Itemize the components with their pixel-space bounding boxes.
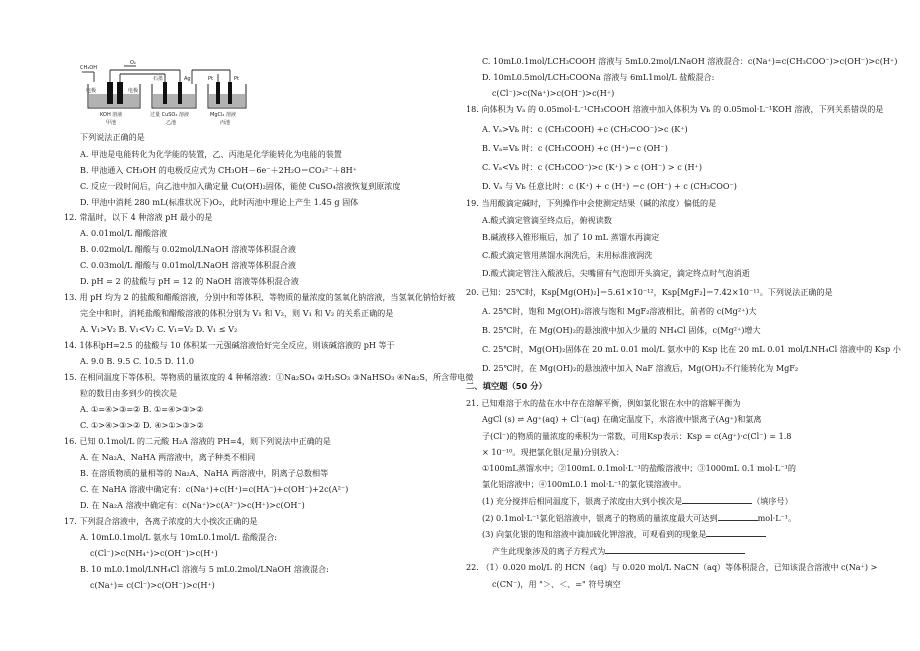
option-text: C. Vₐ<Vь 时：c (CH₃COO⁻)>c (K⁺) > c (OH⁻) > c (H⁺) <box>482 162 702 172</box>
question-text: (3) 向氯化银的饱和溶液中滴加硫化钾溶液，可观看到的现象是 <box>482 528 766 539</box>
option-text: C. ①>④>③>② D. ④>①>③>② <box>80 420 204 430</box>
question-text: 12. 常温时，以下 4 种溶液 pH 最小的是 <box>64 212 213 222</box>
section-title: 二、填空题（50 分） <box>466 381 547 391</box>
equilibrium-text: AgCl (s) ⇌ Ag⁺(aq) + Cl⁻(aq) 在确定温度下，水溶液中银离子(Ag⁺)和氯离 <box>482 414 762 424</box>
question-text: 19. 当用酸滴定碱时，下列操作中会使测定结果（碱的浓度）偏低的是 <box>466 198 717 208</box>
option-text: B.碱液移入锥形瓶后，加了 10 mL 蒸馏水再滴定 <box>482 232 660 242</box>
option-text: B. 10 mL0.1mol/LNH₄Cl 溶液与 5 mL0.2mol/LNaOH 溶液混合: <box>80 564 329 574</box>
question-text: (2) 0.1mol·L⁻¹氯化铝溶液中，银离子的物质的量浓度最大可达到 mol·L⁻¹。 <box>482 513 797 523</box>
option-text: D. pH = 2 的盐酸与 pH = 12 的 NaOH 溶液等体积混合液 <box>80 276 299 286</box>
cell-label: 乙池 <box>166 120 177 126</box>
question-text: 15. 在相同温度下等体积、等物质的量浓度的 4 种稀溶液：①Na₂SO₄ ②H₂SO₃ ③NaHSO₃ ④Na₂S，所含带电微 <box>64 372 474 382</box>
option-text: A. Vₐ>Vь 时：c (CH₃COOH) +c (CH₃COO⁻)>c (K⁺) <box>482 124 688 134</box>
option-text: C. 0.03mol/L 醋酸与 0.01mol/LNaOH 溶液等体积混合液 <box>80 260 296 270</box>
option-text: B. 甲池通入 CH₃OH 的电极反应式为 CH₃OH－6e⁻＋2H₂O＝CO₃²⁻＋8H⁺ <box>80 165 357 175</box>
option-text: B. 0.02mol/L 醋酸与 0.02mol/LNaOH 溶液等体积混合液 <box>80 244 296 254</box>
question-text: (1) 充分搅拌后相同温度下，银离子浓度由大到小挨次是 （填序号） <box>482 496 793 506</box>
question-text: × 10⁻¹⁰。现把氯化银(足量)分别放入： <box>482 447 624 457</box>
question-text: 18. 向体积为 Vₐ 的 0.05mol·L⁻¹CH₃COOH 溶液中加入体积为 Vь 的 0.05mol·L⁻¹KOH 溶液，下列关系错误的是 <box>466 104 884 114</box>
option-text: C. 在 NaHA 溶液中确定有：c(Na⁺)+c(H⁺)=c(HA⁻)+c(OH⁻)+2c(A²⁻) <box>80 484 349 494</box>
question-text: 17. 下列混合溶液中，各离子浓度的大小挨次正确的是 <box>64 516 258 526</box>
cell-label: 丙池 <box>220 120 231 126</box>
option-text: A.酸式滴定管滴至终点后，俯视读数 <box>482 215 612 225</box>
electrode-label: 电极 <box>86 88 97 94</box>
question-text: 20. 已知：25℃时，Ksp[Mg(OH)₂]＝5.61×10⁻¹²，Ksp[MgF₂]＝7.42×10⁻¹¹。下列说法正确的是 <box>466 287 833 297</box>
option-text: A. 9.0 B. 9.5 C. 10.5 D. 11.0 <box>80 356 194 366</box>
question-text: 完全中和时，消耗盐酸和醋酸溶液的体积分别为 V₁ 和 V₂，则 V₁ 和 V₂ 的关系正确的是 <box>80 308 394 318</box>
option-text: C. 反应一段时间后，向乙池中加入确定量 Cu(OH)₂固体，能使 CuSO₄溶液恢复到原浓度 <box>80 181 401 191</box>
option-text: A. ①=④>③=② B. ①=④>③>② <box>80 404 204 414</box>
question-text: ①100mL蒸馏水中；②100mL 0.1mol·L⁻¹的盐酸溶液中；③1000mL 0.1 mol·L⁻¹的 <box>482 463 796 473</box>
question-text: 16. 已知 0.1mol/L 的二元酸 H₂A 溶液的 PH=4，则下列说法中正确的是 <box>64 436 331 446</box>
graphite-label: 石墨 <box>153 76 164 82</box>
question-text: 产生此现象涉及的离子方程式为 <box>492 545 745 556</box>
option-text: D.酸式滴定管注入酸液后，尖嘴留有气泡即开头滴定，滴定终点时气泡消逝 <box>482 268 750 278</box>
question-text: 下列说法正确的是 <box>80 132 145 142</box>
option-text: c(Na⁺)= c(Cl⁻)>c(OH⁻)>c(H⁺) <box>90 580 215 590</box>
question-text: 13. 用 pH 均为 2 的盐酸和醋酸溶液，分别中和等体积、等物质的量浓度的氢氧化钠溶液，当氢氧化钠恰好被 <box>64 292 456 302</box>
option-text: B. 25℃时，在 Mg(OH)₂的悬浊液中加入少量的 NH₄Cl 固体，c(Mg²⁺)增大 <box>482 325 761 335</box>
electrolysis-apparatus-diagram <box>80 60 250 128</box>
ag-label: Ag <box>184 76 191 82</box>
option-text: A. 10mL0.1mol/L 氨水与 10mL0.1mol/L 盐酸混合: <box>80 532 278 542</box>
feed-label: CH₃OH <box>80 65 97 71</box>
cell-label: 甲池 <box>106 120 117 126</box>
option-text: B. 在溶质物质的量相等的 Na₂A、NaHA 两溶液中，阴离子总数相等 <box>80 468 329 478</box>
option-text: D. 在 Na₂A 溶液中确定有：c(Na⁺)>c(A²⁻)>c(H⁺)>c(OH⁻) <box>80 500 305 510</box>
option-text: D. 25℃时，在 Mg(OH)₂的悬浊液中加入 NaF 溶液后，Mg(OH)₂不行能转化为 MgF₂ <box>482 363 799 373</box>
option-text: c(Cl⁻)>c(NH₄⁺)>c(OH⁻)>c(H⁺) <box>90 548 218 558</box>
bath-label: MgCl₂ 溶液 <box>210 112 236 118</box>
question-text: 子(Cl⁻)的物质的量浓度的乘积为一常数，可用Ksp表示：Ksp = c(Ag⁺)·c(Cl⁻) = 1.8 <box>482 431 792 441</box>
bath-label: KOH 溶液 <box>100 112 123 118</box>
answer-blank[interactable] <box>718 512 758 521</box>
option-text: B. Vₐ=Vь 时：c (CH₃COOH) +c (H⁺)＝c (OH⁻) <box>482 143 668 153</box>
o2-label: O₂ <box>130 60 136 66</box>
option-text: A. 0.01mol/L 醋酸溶液 <box>80 228 168 238</box>
option-text: D. Vₐ 与 Vь 任意比时：c (K⁺) + c (H⁺) ＝c (OH⁻) + c (CH₃COO⁻) <box>482 181 737 191</box>
option-text: D. 10mL0.5mol/LCH₃COONa 溶液与 6mL1mol/L 盐酸混合: <box>482 72 715 82</box>
option-text: A. 在 Na₂A、NaHA 两溶液中，离子种类不相同 <box>80 452 256 462</box>
option-text: C.酸式滴定管用蒸馏水润洗后，未用标准液润洗 <box>482 250 653 260</box>
bath-label: 过量 CuSO₄ 溶液 <box>150 112 189 118</box>
question-text: 粒的数目由多到少的挨次是 <box>80 388 178 398</box>
answer-blank[interactable] <box>605 545 745 554</box>
question-text: 14. 1体积pH=2.5 的盐酸与 10 体积某一元强碱溶液恰好完全反应，则该碱溶液的 pH 等于 <box>64 340 395 350</box>
option-text: A. 甲池是电能转化为化学能的装置，乙、丙池是化学能转化为电能的装置 <box>80 149 342 159</box>
option-text: c(Cl⁻)>c(Na⁺)>c(OH⁻)>c(H⁺) <box>492 88 615 98</box>
question-text: c(CN⁻)，用 "＞、＜、=" 符号填空 <box>492 579 621 589</box>
question-text: 氯化铝溶液中；④100mL0.1 mol·L⁻¹的氯化镁溶液中。 <box>482 479 687 489</box>
answer-blank[interactable] <box>682 495 752 504</box>
option-text: A. 25℃时，饱和 Mg(OH)₂溶液与饱和 MgF₂溶液相比，前者的 c(Mg²⁺)大 <box>482 306 757 316</box>
option-text: C. 10mL0.1mol/LCH₃COOH 溶液与 5mL0.2mol/LNaOH 溶液混合：c(Na⁺)=c(CH₃COO⁻)>c(OH⁻)>c(H⁺) <box>482 56 898 66</box>
question-text: 22. （1）0.020 mol/L 的 HCN（aq）与 0.020 mol/L NaCN（aq）等体积混合，已知该混合溶液中 c(Na⁺) > <box>466 562 878 572</box>
option-text: D. 甲池中消耗 280 mL(标准状况下)O₂，此时丙池中理论上产生 1.45 g 固体 <box>80 197 359 207</box>
option-text: A. V₁>V₂ B. V₁<V₂ C. V₁=V₂ D. V₁ ≤ V₂ <box>80 324 238 334</box>
pt-label: Pt <box>208 76 213 82</box>
answer-blank[interactable] <box>706 528 766 537</box>
electrode-label: 电极 <box>128 88 139 94</box>
question-text: 21. 已知难溶于水的盐在水中存在溶解平衡，例如氯化银在水中的溶解平衡为 <box>466 398 741 408</box>
option-text: C. 25℃时，Mg(OH)₂固体在 20 mL 0.01 mol/L 氨水中的 Ksp 比在 20 mL 0.01 mol/LNH₄Cl 溶液中的 Ksp 小 <box>482 344 901 354</box>
pt-label: Pt <box>234 76 239 82</box>
